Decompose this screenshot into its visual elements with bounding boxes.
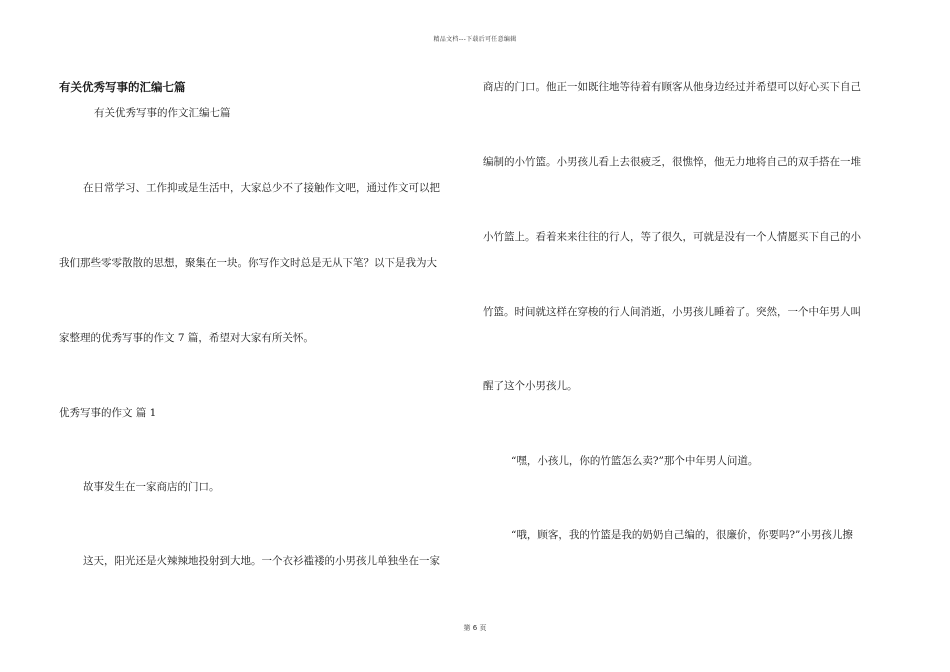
right-line-4: 竹篮。时间就这样在穿梭的行人间消逝，小男孩儿睡着了。突然，一个中年男人叫	[483, 306, 861, 318]
page-number: 第 6 页	[463, 624, 487, 632]
page-header: 精品文档---下载后可任意编辑	[433, 36, 517, 43]
dialog-line-2: “哦，顾客，我的竹篮是我的奶奶自己编的，很廉价，你要吗?”小男孩儿擦	[511, 529, 853, 541]
right-line-3: 小竹篮上。看着来来往往的行人，等了很久，可就是没有一个人情愿买下自己的小	[483, 231, 861, 243]
paragraph-2: 这天，阳光还是火辣辣地投射到大地。一个衣衫褴褛的小男孩儿单独坐在一家	[83, 555, 440, 567]
right-line-2: 编制的小竹篮。小男孩儿看上去很疲乏，很憔悴，他无力地将自己的双手搭在一堆	[483, 156, 861, 168]
right-line-5: 醒了这个小男孩儿。	[483, 380, 578, 392]
intro-line-3: 家整理的优秀写事的作文 7 篇，希望对大家有所关怀。	[59, 332, 314, 344]
dialog-line-1: “嘿，小孩儿，你的竹篮怎么卖?”那个中年男人问道。	[511, 455, 759, 467]
paragraph-1: 故事发生在一家商店的门口。	[83, 481, 220, 493]
document-title: 有关优秀写事的汇编七篇	[59, 80, 186, 94]
section-heading: 优秀写事的作文 篇 1	[59, 407, 157, 419]
intro-line-2: 我们那些零零散散的思想，聚集在一块。你写作文时总是无从下笔？以下是我为大	[59, 257, 437, 269]
right-line-1: 商店的门口。他正一如既往地等待着有顾客从他身边经过并希望可以好心买下自己	[483, 81, 861, 93]
intro-line-1: 在日常学习、工作抑或是生活中，大家总少不了接触作文吧，通过作文可以把	[83, 182, 440, 194]
document-subtitle: 有关优秀写事的作文汇编七篇	[94, 107, 231, 119]
